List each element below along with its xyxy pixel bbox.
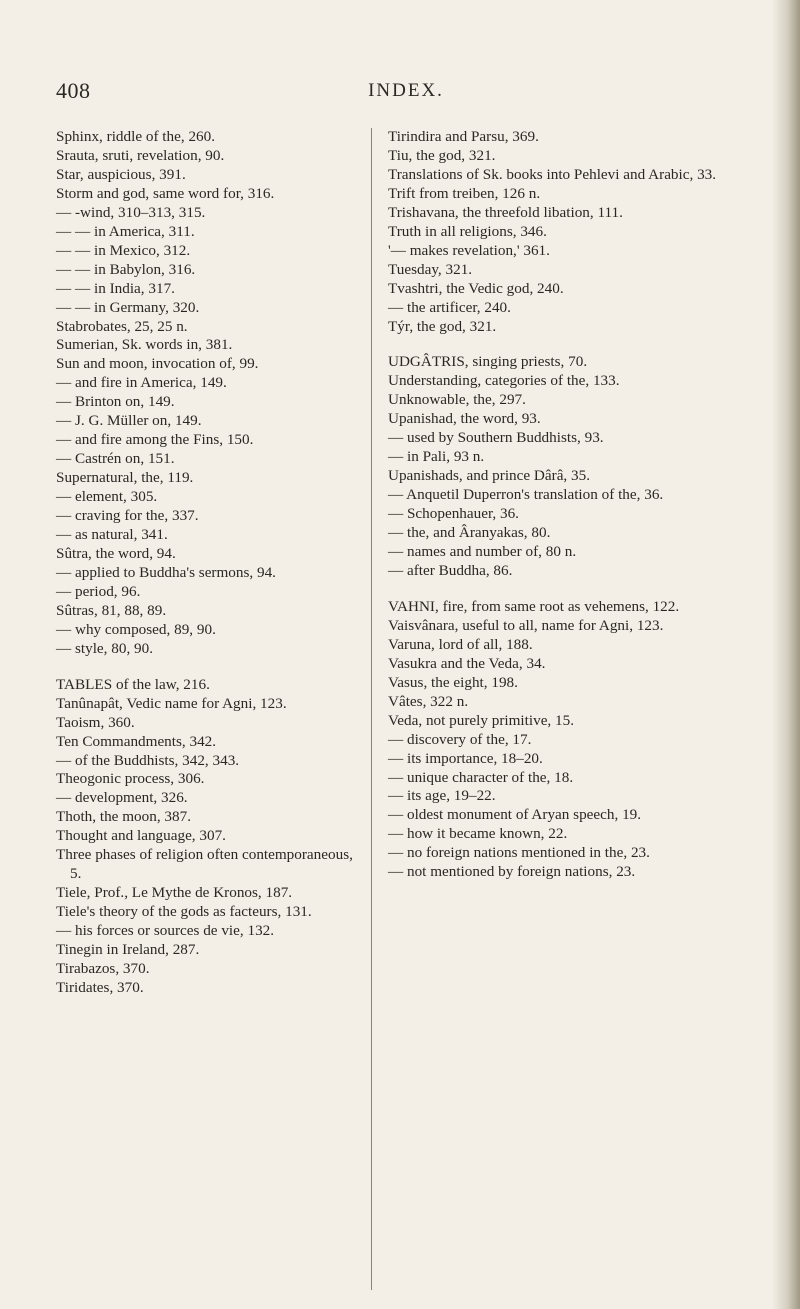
index-entry: — Brinton on, 149. bbox=[56, 393, 175, 411]
index-entry: Tiu, the god, 321. bbox=[388, 146, 496, 164]
index-entry: Theogonic process, 306. bbox=[56, 770, 205, 788]
column-divider bbox=[371, 128, 372, 1290]
index-entry: — unique character of the, 18. bbox=[388, 768, 574, 786]
index-entry: Týr, the god, 321. bbox=[388, 317, 497, 335]
index-entry: Thought and language, 307. bbox=[56, 827, 226, 845]
running-title: INDEX. bbox=[368, 80, 444, 101]
index-entry: Vasus, the eight, 198. bbox=[388, 673, 518, 691]
index-entry: — element, 305. bbox=[56, 488, 158, 506]
index-entry: Sumerian, Sk. words in, 381. bbox=[56, 336, 233, 354]
index-entry: — discovery of the, 17. bbox=[388, 730, 532, 748]
index-entry: Upanishads, and prince Dârâ, 35. bbox=[388, 467, 591, 485]
index-entry: UDGÂTRIS, singing priests, 70. bbox=[388, 353, 588, 371]
index-entry: Tiridates, 370. bbox=[56, 978, 144, 996]
index-entry: — -wind, 310–313, 315. bbox=[56, 203, 206, 221]
index-entry: — of the Buddhists, 342, 343. bbox=[56, 751, 240, 769]
section-gap bbox=[388, 336, 744, 353]
index-entry: — — in Mexico, 312. bbox=[56, 241, 191, 259]
index-entry: Trishavana, the threefold libation, 111. bbox=[388, 203, 623, 221]
index-entry: — why composed, 89, 90. bbox=[56, 620, 216, 638]
index-entry: — J. G. Müller on, 149. bbox=[56, 412, 202, 430]
index-entry: Tvashtri, the Vedic god, 240. bbox=[388, 279, 564, 297]
index-entry: Vâtes, 322 n. bbox=[388, 692, 469, 710]
index-entry: — its importance, 18–20. bbox=[388, 749, 543, 767]
index-entry: Sûtra, the word, 94. bbox=[56, 544, 176, 562]
index-entry: Tinegin in Ireland, 287. bbox=[56, 941, 200, 959]
index-entry: — Schopenhauer, 36. bbox=[388, 505, 519, 523]
section-gap bbox=[56, 659, 356, 676]
index-entry: — style, 80, 90. bbox=[56, 639, 154, 657]
index-entry: — his forces or sources de vie, 132. bbox=[56, 922, 275, 940]
index-entry: Understanding, categories of the, 133. bbox=[388, 372, 620, 390]
page-edge-shadow bbox=[772, 0, 800, 1309]
index-entry: Upanishad, the word, 93. bbox=[388, 410, 541, 428]
index-entry: — Castrén on, 151. bbox=[56, 450, 175, 468]
index-entry: — Anquetil Duperron's translation of the, 36. bbox=[388, 486, 664, 504]
index-entry: Tiele, Prof., Le Mythe de Kronos, 187. bbox=[56, 884, 293, 902]
page-header bbox=[56, 78, 756, 108]
index-column-right bbox=[388, 128, 744, 882]
index-entry: — as natural, 341. bbox=[56, 526, 168, 544]
index-column-left bbox=[56, 128, 356, 998]
index-entry: Tirindira and Parsu, 369. bbox=[388, 128, 539, 145]
index-entry: — the artificer, 240. bbox=[388, 298, 511, 316]
index-entry: Ten Commandments, 342. bbox=[56, 732, 217, 750]
index-entry: Taoism, 360. bbox=[56, 713, 135, 731]
index-entry: Three phases of religion often contemporaneous, 5. bbox=[56, 846, 353, 883]
index-entry: — oldest monument of Aryan speech, 19. bbox=[388, 806, 642, 824]
index-entry: Trift from treiben, 126 n. bbox=[388, 184, 541, 202]
index-entry: — how it became known, 22. bbox=[388, 825, 568, 843]
index-entry: VAHNI, fire, from same root as vehemens, 122. bbox=[388, 597, 680, 615]
index-entry: Sûtras, 81, 88, 89. bbox=[56, 601, 167, 619]
index-entry: Tuesday, 321. bbox=[388, 260, 473, 278]
index-entry: — and fire among the Fins, 150. bbox=[56, 431, 254, 449]
index-entry: TABLES of the law, 216. bbox=[56, 675, 210, 693]
index-entry: Tirabazos, 370. bbox=[56, 959, 150, 977]
index-entry: '— makes revelation,' 361. bbox=[388, 241, 550, 259]
index-entry: — period, 96. bbox=[56, 582, 141, 600]
page-number: 408 bbox=[56, 78, 91, 103]
index-entry: Vasukra and the Veda, 34. bbox=[388, 654, 546, 672]
index-entry: Supernatural, the, 119. bbox=[56, 469, 194, 487]
index-entry: Srauta, sruti, revelation, 90. bbox=[56, 146, 225, 164]
index-entry: — the, and Âranyakas, 80. bbox=[388, 524, 551, 542]
index-entry: — names and number of, 80 n. bbox=[388, 543, 577, 561]
section-gap bbox=[388, 581, 744, 598]
index-entry: — after Buddha, 86. bbox=[388, 561, 513, 579]
index-entry: — — in Germany, 320. bbox=[56, 298, 200, 316]
index-entry: Tanûnapât, Vedic name for Agni, 123. bbox=[56, 694, 287, 712]
index-entry: Varuna, lord of all, 188. bbox=[388, 635, 533, 653]
index-entry: Star, auspicious, 391. bbox=[56, 165, 186, 183]
index-entry: Storm and god, same word for, 316. bbox=[56, 184, 275, 202]
index-entry: — — in America, 311. bbox=[56, 222, 195, 240]
index-entry: Truth in all religions, 346. bbox=[388, 222, 547, 240]
index-entry: Stabrobates, 25, 25 n. bbox=[56, 317, 188, 335]
index-entry: Sphinx, riddle of the, 260. bbox=[56, 128, 216, 145]
index-entry: — and fire in America, 149. bbox=[56, 374, 227, 392]
index-entry: — — in India, 317. bbox=[56, 279, 175, 297]
index-entry: Unknowable, the, 297. bbox=[388, 391, 526, 409]
index-entry: Tiele's theory of the gods as facteurs, 131. bbox=[56, 903, 312, 921]
index-entry: — applied to Buddha's sermons, 94. bbox=[56, 563, 276, 581]
index-entry: — — in Babylon, 316. bbox=[56, 260, 196, 278]
index-entry: Vaisvânara, useful to all, name for Agni, 123. bbox=[388, 616, 664, 634]
index-entry: Thoth, the moon, 387. bbox=[56, 808, 191, 826]
index-entry: — in Pali, 93 n. bbox=[388, 448, 485, 466]
index-entry: Translations of Sk. books into Pehlevi and Arabic, 33. bbox=[388, 165, 717, 183]
index-entry: — not mentioned by foreign nations, 23. bbox=[388, 863, 636, 881]
index-entry: Veda, not purely primitive, 15. bbox=[388, 711, 575, 729]
index-entry: — craving for the, 337. bbox=[56, 507, 199, 525]
index-entry: — development, 326. bbox=[56, 789, 188, 807]
index-entry: — its age, 19–22. bbox=[388, 787, 496, 805]
index-entry: Sun and moon, invocation of, 99. bbox=[56, 355, 259, 373]
index-entry: — no foreign nations mentioned in the, 23. bbox=[388, 844, 650, 862]
index-entry: — used by Southern Buddhists, 93. bbox=[388, 429, 604, 447]
